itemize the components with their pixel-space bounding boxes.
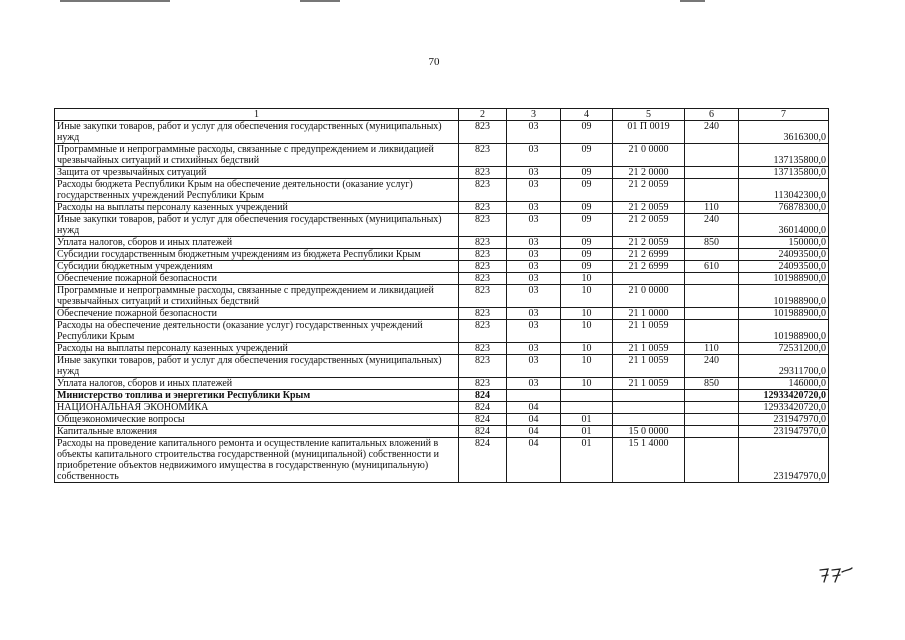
table-header-row [55, 109, 829, 121]
cell-amount: 101988900,0 [739, 285, 829, 308]
cell-name: Иные закупки товаров, работ и услуг для обеспечения государственных (муниципальных) нужд [55, 214, 459, 237]
cell-target-article: 21 1 0000 [613, 308, 685, 320]
cell-ministry-code: 823 [459, 320, 507, 343]
cell-subsection-code [561, 390, 613, 402]
cell-ministry-code: 823 [459, 121, 507, 144]
cell-subsection-code: 09 [561, 202, 613, 214]
cell-name: Расходы на выплаты персоналу казенных учреждений [55, 343, 459, 355]
cell-expense-type [685, 167, 739, 179]
cell-ministry-code: 824 [459, 402, 507, 414]
cell-name: Субсидии бюджетным учреждениям [55, 261, 459, 273]
cell-expense-type: 110 [685, 343, 739, 355]
cell-target-article [613, 414, 685, 426]
cell-amount: 12933420720,0 [739, 390, 829, 402]
table-row [55, 355, 829, 378]
table-row [55, 390, 829, 402]
cell-target-article: 21 0 0000 [613, 285, 685, 308]
cell-ministry-code: 823 [459, 179, 507, 202]
cell-expense-type [685, 390, 739, 402]
cell-section-code: 03 [507, 355, 561, 378]
cell-name: Уплата налогов, сборов и иных платежей [55, 237, 459, 249]
table-row [55, 414, 829, 426]
cell-section-code: 03 [507, 121, 561, 144]
cell-expense-type [685, 438, 739, 483]
cell-expense-type: 610 [685, 261, 739, 273]
cell-amount: 137135800,0 [739, 144, 829, 167]
cell-ministry-code: 823 [459, 273, 507, 285]
cell-name: Программные и непрограммные расходы, связанные с предупреждением и ликвидацией чрезвычайных ситуаций и стихийных бедствий [55, 144, 459, 167]
cell-section-code: 03 [507, 261, 561, 273]
cell-ministry-code: 823 [459, 144, 507, 167]
table-row [55, 144, 829, 167]
cell-ministry-code: 823 [459, 167, 507, 179]
cell-name: Расходы на проведение капитального ремонта и осуществление капитальных вложений в объекты капитального строительства государственной (муниципальной) собственности и приобретение объектов недвижимого имущества в государственную (муниципальную) собственность [55, 438, 459, 483]
cell-ministry-code: 823 [459, 202, 507, 214]
cell-subsection-code: 01 [561, 438, 613, 483]
cell-section-code: 03 [507, 308, 561, 320]
cell-expense-type [685, 179, 739, 202]
cell-expense-type [685, 402, 739, 414]
cell-section-code: 03 [507, 214, 561, 237]
cell-target-article: 21 1 0059 [613, 320, 685, 343]
scan-top-edge [680, 0, 705, 2]
table-row [55, 320, 829, 343]
table-row [55, 249, 829, 261]
cell-section-code: 03 [507, 237, 561, 249]
cell-name: Капитальные вложения [55, 426, 459, 438]
cell-expense-type: 850 [685, 237, 739, 249]
table-row [55, 261, 829, 273]
cell-section-code: 04 [507, 402, 561, 414]
cell-amount: 113042300,0 [739, 179, 829, 202]
cell-subsection-code: 09 [561, 121, 613, 144]
cell-target-article: 21 1 0059 [613, 378, 685, 390]
table-row [55, 426, 829, 438]
cell-ministry-code: 824 [459, 390, 507, 402]
cell-expense-type [685, 320, 739, 343]
cell-amount: 101988900,0 [739, 320, 829, 343]
table-row [55, 343, 829, 355]
header-cell: 7 [739, 109, 829, 121]
cell-subsection-code: 09 [561, 144, 613, 167]
cell-target-article: 15 1 4000 [613, 438, 685, 483]
cell-section-code: 03 [507, 273, 561, 285]
cell-expense-type: 850 [685, 378, 739, 390]
cell-target-article [613, 273, 685, 285]
cell-subsection-code: 09 [561, 214, 613, 237]
header-cell: 5 [613, 109, 685, 121]
cell-name: Программные и непрограммные расходы, связанные с предупреждением и ликвидацией чрезвычайных ситуаций и стихийных бедствий [55, 285, 459, 308]
cell-subsection-code: 10 [561, 378, 613, 390]
cell-ministry-code: 824 [459, 438, 507, 483]
cell-section-code [507, 390, 561, 402]
cell-amount: 101988900,0 [739, 273, 829, 285]
cell-target-article: 21 2 6999 [613, 249, 685, 261]
cell-amount: 72531200,0 [739, 343, 829, 355]
cell-amount: 101988900,0 [739, 308, 829, 320]
cell-ministry-code: 823 [459, 355, 507, 378]
cell-target-article: 21 2 6999 [613, 261, 685, 273]
cell-amount: 29311700,0 [739, 355, 829, 378]
table-row [55, 214, 829, 237]
cell-section-code: 04 [507, 414, 561, 426]
cell-name: Защита от чрезвычайных ситуаций [55, 167, 459, 179]
cell-subsection-code: 10 [561, 273, 613, 285]
cell-subsection-code: 09 [561, 261, 613, 273]
cell-name: НАЦИОНАЛЬНАЯ ЭКОНОМИКА [55, 402, 459, 414]
cell-section-code: 03 [507, 202, 561, 214]
table-row [55, 308, 829, 320]
cell-amount: 231947970,0 [739, 414, 829, 426]
cell-section-code: 03 [507, 378, 561, 390]
cell-section-code: 03 [507, 285, 561, 308]
cell-subsection-code: 09 [561, 167, 613, 179]
cell-expense-type [685, 414, 739, 426]
cell-subsection-code: 09 [561, 237, 613, 249]
cell-expense-type [685, 144, 739, 167]
cell-amount: 12933420720,0 [739, 402, 829, 414]
cell-target-article: 21 2 0059 [613, 237, 685, 249]
table-row [55, 378, 829, 390]
cell-amount: 146000,0 [739, 378, 829, 390]
cell-subsection-code: 09 [561, 249, 613, 261]
cell-expense-type: 110 [685, 202, 739, 214]
cell-subsection-code: 10 [561, 343, 613, 355]
cell-expense-type: 240 [685, 214, 739, 237]
scan-top-edge [300, 0, 340, 2]
table-row [55, 202, 829, 214]
cell-subsection-code [561, 402, 613, 414]
header-cell: 2 [459, 109, 507, 121]
cell-section-code: 03 [507, 343, 561, 355]
cell-amount: 231947970,0 [739, 426, 829, 438]
cell-target-article: 21 1 0059 [613, 343, 685, 355]
cell-amount: 3616300,0 [739, 121, 829, 144]
cell-name: Общеэкономические вопросы [55, 414, 459, 426]
table-row [55, 273, 829, 285]
cell-target-article: 21 2 0059 [613, 179, 685, 202]
cell-target-article: 15 0 0000 [613, 426, 685, 438]
cell-section-code: 03 [507, 320, 561, 343]
cell-amount: 150000,0 [739, 237, 829, 249]
header-cell: 6 [685, 109, 739, 121]
cell-target-article: 21 2 0059 [613, 202, 685, 214]
cell-ministry-code: 823 [459, 378, 507, 390]
cell-name: Министерство топлива и энергетики Республики Крым [55, 390, 459, 402]
cell-amount: 24093500,0 [739, 249, 829, 261]
cell-ministry-code: 823 [459, 214, 507, 237]
cell-ministry-code: 823 [459, 285, 507, 308]
cell-amount: 231947970,0 [739, 438, 829, 483]
cell-subsection-code: 10 [561, 285, 613, 308]
table-row [55, 167, 829, 179]
table-row [55, 438, 829, 483]
cell-section-code: 03 [507, 167, 561, 179]
table-row [55, 179, 829, 202]
table-row [55, 237, 829, 249]
cell-name: Расходы на выплаты персоналу казенных учреждений [55, 202, 459, 214]
cell-name: Расходы бюджета Республики Крым на обеспечение деятельности (оказание услуг) государственных учреждений Республики Крым [55, 179, 459, 202]
cell-target-article: 21 2 0059 [613, 214, 685, 237]
cell-ministry-code: 823 [459, 237, 507, 249]
cell-subsection-code: 10 [561, 320, 613, 343]
cell-subsection-code: 01 [561, 414, 613, 426]
cell-section-code: 03 [507, 144, 561, 167]
header-cell: 4 [561, 109, 613, 121]
cell-target-article: 21 2 0000 [613, 167, 685, 179]
page-number: 70 [428, 56, 440, 68]
cell-ministry-code: 823 [459, 249, 507, 261]
cell-name: Иные закупки товаров, работ и услуг для обеспечения государственных (муниципальных) нужд [55, 355, 459, 378]
cell-target-article: 21 0 0000 [613, 144, 685, 167]
cell-section-code: 04 [507, 438, 561, 483]
cell-target-article: 21 1 0059 [613, 355, 685, 378]
cell-subsection-code: 10 [561, 355, 613, 378]
cell-target-article: 01 П 0019 [613, 121, 685, 144]
header-cell: 1 [55, 109, 459, 121]
cell-ministry-code: 823 [459, 343, 507, 355]
header-cell: 3 [507, 109, 561, 121]
cell-amount: 36014000,0 [739, 214, 829, 237]
cell-ministry-code: 824 [459, 426, 507, 438]
cell-expense-type [685, 273, 739, 285]
cell-name: Расходы на обеспечение деятельности (оказание услуг) государственных учреждений Республики Крым [55, 320, 459, 343]
handwritten-signature [818, 564, 854, 584]
cell-name: Иные закупки товаров, работ и услуг для обеспечения государственных (муниципальных) нужд [55, 121, 459, 144]
cell-ministry-code: 823 [459, 261, 507, 273]
cell-section-code: 03 [507, 249, 561, 261]
cell-section-code: 03 [507, 179, 561, 202]
cell-expense-type [685, 308, 739, 320]
table-row [55, 121, 829, 144]
cell-expense-type [685, 426, 739, 438]
cell-ministry-code: 824 [459, 414, 507, 426]
budget-table [54, 108, 829, 483]
cell-name: Обеспечение пожарной безопасности [55, 273, 459, 285]
cell-amount: 76878300,0 [739, 202, 829, 214]
scan-top-edge [60, 0, 170, 2]
table-row [55, 402, 829, 414]
cell-subsection-code: 09 [561, 179, 613, 202]
cell-subsection-code: 01 [561, 426, 613, 438]
cell-amount: 137135800,0 [739, 167, 829, 179]
cell-section-code: 04 [507, 426, 561, 438]
cell-name: Обеспечение пожарной безопасности [55, 308, 459, 320]
cell-expense-type [685, 285, 739, 308]
cell-ministry-code: 823 [459, 308, 507, 320]
cell-target-article [613, 390, 685, 402]
cell-name: Уплата налогов, сборов и иных платежей [55, 378, 459, 390]
cell-target-article [613, 402, 685, 414]
cell-expense-type [685, 249, 739, 261]
cell-name: Субсидии государственным бюджетным учреждениям из бюджета Республики Крым [55, 249, 459, 261]
cell-expense-type: 240 [685, 355, 739, 378]
table-row [55, 285, 829, 308]
cell-subsection-code: 10 [561, 308, 613, 320]
cell-amount: 24093500,0 [739, 261, 829, 273]
cell-expense-type: 240 [685, 121, 739, 144]
